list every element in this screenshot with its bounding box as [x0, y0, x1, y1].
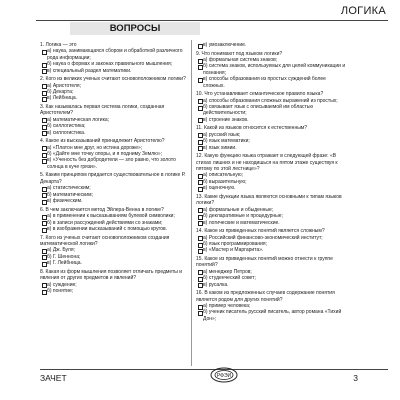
answer-option[interactable]: в) Лейбница.	[40, 95, 188, 101]
answer-option[interactable]: б) студенческий совет;	[196, 275, 348, 281]
answer-option[interactable]: в) способы образования из простых суждений более сложных.	[196, 76, 348, 89]
answer-option[interactable]: б) ученик писатель русский писатель, автор романа «Тихий Дон»;	[196, 309, 348, 322]
answer-option[interactable]: а) пример человека;	[196, 303, 348, 309]
answer-option[interactable]: а) суждение;	[40, 282, 188, 288]
page-header	[36, 5, 388, 21]
answer-option[interactable]: а) «Платон мне друг, но истина дороже»;	[40, 145, 188, 151]
answer-option[interactable]: а) статистическим;	[40, 185, 188, 191]
question-block	[40, 76, 188, 102]
question-block	[196, 290, 348, 322]
question-text: 11. Какой из языков относится к естественным?	[196, 125, 308, 132]
question-text: 12. Какую функцию языка отражает в следующей фразе: «В стихах лишних и не находишься на пятом этаже существуя к пятому по этой лестнице»?	[196, 153, 338, 173]
question-text: 15. Какое из приведенных понятий можно отнести к группе понятий?	[196, 255, 333, 269]
answer-option[interactable]: в) силлогистика.	[40, 130, 188, 136]
answer-option[interactable]: б) система знаков, используемых для целей коммуникации и познания;	[196, 63, 348, 76]
answer-option[interactable]: а) Аристотеля;	[40, 83, 188, 89]
question-block	[196, 42, 348, 48]
answer-option[interactable]: а) описательную;	[196, 172, 348, 178]
right-column	[196, 42, 348, 324]
question-text: 5. Каким принципом придается существовательное в логике Р. Декарта?	[40, 172, 186, 185]
question-text: 8. Какая из форм мышления позволяет отличать предметы и явления от других предметов и явлений?	[40, 268, 183, 282]
question-block	[196, 228, 348, 254]
question-block	[196, 91, 348, 123]
question-text: 1. Логика — это	[40, 42, 77, 48]
question-text: 4. Какое из высказываний принадлежит Аристотелю?	[40, 138, 165, 145]
answer-option[interactable]: в) строение знаков.	[196, 117, 348, 123]
question-block	[196, 256, 348, 288]
answer-option[interactable]: в) язык химии.	[196, 145, 348, 151]
publisher-logo-icon	[210, 367, 238, 383]
question-text: 7. Кого из ученых считают основоположником создания математической логики?	[40, 234, 170, 247]
question-text: 16. В каком из предложенных случаев содержание понятия является родом для других понятий?	[196, 290, 335, 303]
question-text: 14. Какое из приведенных понятий является сложным?	[196, 228, 325, 235]
footer-label: ЗАЧЕТ	[40, 373, 67, 383]
page-number: 3	[353, 373, 358, 383]
question-text: 9. Что понимают под языком логики?	[196, 50, 283, 57]
answer-option[interactable]: б) Г. Шеннона;	[40, 254, 188, 260]
answer-option[interactable]: а) формальные и обыденные;	[196, 207, 348, 213]
answer-option[interactable]: в) русалка.	[196, 282, 348, 288]
answer-option[interactable]: а) наука, занимающаяся сбором и обработкой различного рода информации;	[40, 48, 188, 61]
question-block	[40, 207, 188, 233]
answer-option[interactable]: в) оценочную.	[196, 185, 348, 191]
answer-option[interactable]: б) «Дайте мне точку опоры, и я подниму Землю»;	[40, 151, 188, 157]
question-block	[40, 42, 188, 74]
question-text: 6. В чем заключается метод Эйлера-Венна в логике?	[40, 206, 164, 213]
question-block	[40, 269, 188, 295]
question-block	[196, 194, 348, 226]
question-block	[196, 153, 348, 191]
answer-option[interactable]: в) специальный раздел математики.	[40, 68, 188, 74]
answer-option[interactable]: в) «Ученость без добродетели — зло равно, что золото солнца в куче грязи».	[40, 157, 188, 170]
answer-option[interactable]: б) наука о формах и законах правильного мышления;	[40, 61, 188, 67]
page-footer	[40, 369, 388, 386]
answer-option[interactable]: в) в изображении высказываний с помощью кругов.	[40, 226, 188, 232]
header-title: ЛОГИКА	[340, 5, 386, 17]
answer-option[interactable]: а) Дж. Буля;	[40, 247, 188, 253]
answer-option[interactable]: а) математическая логика;	[40, 117, 188, 123]
question-text: 13. Какие функции языка являются основными к типам языков логики?	[196, 193, 342, 207]
answer-option[interactable]: б) математическим;	[40, 192, 188, 198]
answer-option[interactable]: б) Декарта;	[40, 89, 188, 95]
answer-option[interactable]: а) формальная система знаков;	[196, 57, 348, 63]
answer-option[interactable]: в) физическим.	[40, 198, 188, 204]
question-block	[40, 235, 188, 267]
svg-text:РФЭИ: РФЭИ	[216, 373, 232, 379]
answer-option[interactable]: а) Российский финансово-экономический институт;	[196, 235, 348, 241]
question-text: 10. Что устанавливает семантическое правило языка?	[196, 91, 324, 98]
question-block	[196, 51, 348, 89]
answer-option[interactable]: б) понятие;	[40, 288, 188, 294]
answer-option[interactable]: б) в записи рассуждений действиями со знаками;	[40, 220, 188, 226]
column-divider	[191, 40, 192, 366]
question-block	[40, 138, 188, 170]
answer-option[interactable]: б) язык математики;	[196, 138, 348, 144]
answer-option[interactable]: б) силлогистика;	[40, 123, 188, 129]
answer-option[interactable]: б) язык программирования;	[196, 241, 348, 247]
answer-option[interactable]: а) способы образования сложных выражений из простых;	[196, 98, 348, 104]
answer-option[interactable]: б) декларативные и процедурные;	[196, 213, 348, 219]
answer-option[interactable]: а) менеджер Петров;	[196, 269, 348, 275]
question-text: 2. Кого из великих ученых считают основоположником логики?	[40, 76, 186, 83]
question-block	[40, 172, 188, 204]
answer-option[interactable]: в) умозаключение.	[196, 42, 348, 48]
answer-option[interactable]: в) Г. Лейбница.	[40, 260, 188, 266]
answer-option[interactable]: а) в применении к высказываниям булевой символики;	[40, 213, 188, 219]
question-block	[196, 125, 348, 151]
answer-option[interactable]: б) связывает язык с описываемой им областью действительности;	[196, 104, 348, 117]
left-column	[40, 42, 188, 297]
question-text: 3. Как называлась первая система логики, созданная Аристотелем?	[40, 104, 165, 117]
question-block	[40, 104, 188, 136]
section-title: ВОПРОСЫ	[70, 22, 200, 35]
answer-option[interactable]: а) русский язык;	[196, 132, 348, 138]
answer-option[interactable]: в) «Мастер и Маргарита».	[196, 247, 348, 253]
answer-option[interactable]: б) выразительную;	[196, 179, 348, 185]
answer-option[interactable]: в) логические и математические.	[196, 220, 348, 226]
